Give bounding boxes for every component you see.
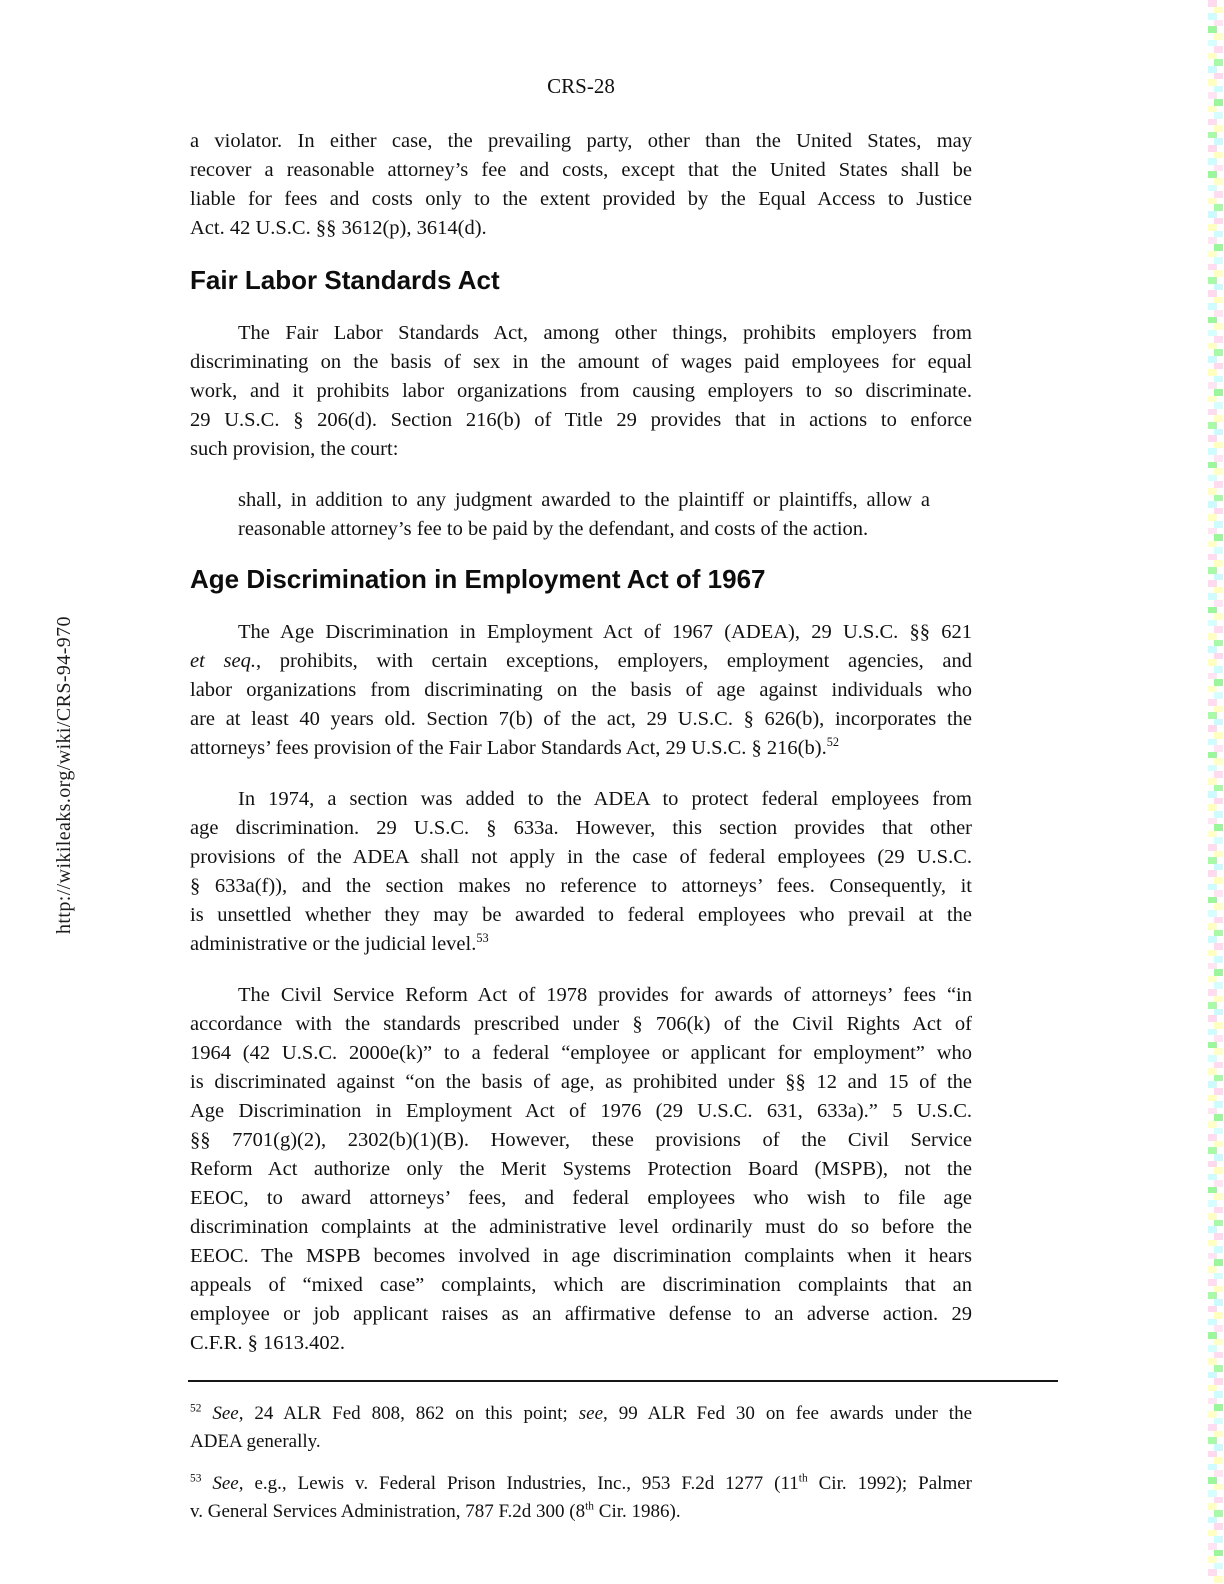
watermark-url: http://wikileaks.org/wiki/CRS-94-970 <box>53 616 75 934</box>
text-line: discrimination complaints at the administrative level ordinarily must do so before the <box>190 1216 972 1238</box>
paragraph-adea-1 <box>190 618 972 763</box>
text-line: The Civil Service Reform Act of 1978 provides for awards of attorneys’ fees “in <box>238 984 972 1006</box>
text-line: et seq., prohibits, with certain exceptions, employers, employment agencies, and <box>190 650 972 672</box>
heading-age-discrimination-act: Age Discrimination in Employment Act of 1967 <box>190 564 766 594</box>
text-line: shall, in addition to any judgment awarded to the plaintiff or plaintiffs, allow a <box>238 489 930 511</box>
paragraph-adea-2 <box>190 785 972 959</box>
text-line: Reform Act authorize only the Merit Systems Protection Board (MSPB), not the <box>190 1158 972 1180</box>
text-line: labor organizations from discriminating on the basis of age against individuals who <box>190 679 972 701</box>
text-line: Age Discrimination in Employment Act of 1976 (29 U.S.C. 631, 633a).” 5 U.S.C. <box>190 1100 972 1122</box>
text-line: liable for fees and costs only to the extent provided by the Equal Access to Justice <box>190 188 972 210</box>
text-line: The Age Discrimination in Employment Act of 1967 (ADEA), 29 U.S.C. §§ 621 <box>238 621 972 643</box>
text-line: v. General Services Administration, 787 F.2d 300 (8th Cir. 1986). <box>190 1500 681 1522</box>
text-line: 1964 (42 U.S.C. 2000e(k)” to a federal “employee or applicant for employment” who <box>190 1042 972 1064</box>
text-line: is unsettled whether they may be awarded to federal employees who prevail at the <box>190 904 972 926</box>
paragraph-intro <box>190 127 972 243</box>
text-line: 29 U.S.C. § 206(d). Section 216(b) of Title 29 provides that in actions to enforce <box>190 409 972 431</box>
text-line: is discriminated against “on the basis of age, as prohibited under §§ 12 and 15 of the <box>190 1071 972 1093</box>
block-quote <box>238 486 930 544</box>
text-line: Act. 42 U.S.C. §§ 3612(p), 3614(d). <box>190 217 487 239</box>
text-line: In 1974, a section was added to the ADEA to protect federal employees from <box>238 788 972 810</box>
text-line: attorneys’ fees provision of the Fair Labor Standards Act, 29 U.S.C. § 216(b).$^{52}$ <box>190 735 840 759</box>
text-line: accordance with the standards prescribed under § 706(k) of the Civil Rights Act of <box>190 1013 972 1035</box>
paragraph-adea-3 <box>190 981 972 1358</box>
footnote-52 <box>190 1400 972 1456</box>
edge-color-pattern <box>1206 0 1224 1584</box>
page-content <box>190 74 972 1540</box>
paragraph-flsa <box>190 319 972 464</box>
text-line: are at least 40 years old. Section 7(b) of the act, 29 U.S.C. § 626(b), incorporates the <box>190 708 972 730</box>
text-line: appeals of “mixed case” complaints, which are discrimination complaints that an <box>190 1274 972 1296</box>
page-number: CRS-28 <box>547 74 615 98</box>
text-line: ADEA generally. <box>190 1431 321 1452</box>
text-line: C.F.R. § 1613.402. <box>190 1332 345 1354</box>
text-line: a violator. In either case, the prevailing party, other than the United States, may <box>190 130 972 152</box>
heading-fair-labor-standards-act: Fair Labor Standards Act <box>190 265 500 295</box>
text-line: discriminating on the basis of sex in the amount of wages paid employees for equal <box>190 351 972 373</box>
footnote-53 <box>190 1470 972 1526</box>
footnote-separator <box>188 1380 1058 1382</box>
text-line: work, and it prohibits labor organizations from causing employers to so discriminate. <box>190 380 972 402</box>
footnotes-section <box>190 1380 972 1526</box>
text-line: recover a reasonable attorney’s fee and costs, except that the United States shall be <box>190 159 972 181</box>
text-line: § 633a(f)), and the section makes no reference to attorneys’ fees. Consequently, it <box>190 875 972 897</box>
text-line: EEOC. The MSPB becomes involved in age discrimination complaints when it hears <box>190 1245 972 1267</box>
text-line: reasonable attorney’s fee to be paid by the defendant, and costs of the action. <box>238 518 869 540</box>
text-line: such provision, the court: <box>190 438 399 460</box>
text-line: provisions of the ADEA shall not apply in the case of federal employees (29 U.S.C. <box>190 846 972 868</box>
text-line: EEOC, to award attorneys’ fees, and federal employees who wish to file age <box>190 1187 972 1209</box>
text-line: age discrimination. 29 U.S.C. § 633a. However, this section provides that other <box>190 817 972 839</box>
text-line: employee or job applicant raises as an affirmative defense to an adverse action. 29 <box>190 1303 972 1325</box>
text-line: The Fair Labor Standards Act, among other things, prohibits employers from <box>238 322 972 344</box>
text-line: §§ 7701(g)(2), 2302(b)(1)(B). However, these provisions of the Civil Service <box>190 1129 972 1151</box>
text-line: $^{53}$ See, e.g., Lewis v. Federal Prison Industries, Inc., 953 F.2d 1277 (11th Cir. 1992); Palmer <box>190 1472 972 1494</box>
text-line: $^{52}$ See, 24 ALR Fed 808, 862 on this point; see, 99 ALR Fed 30 on fee awards under the <box>190 1402 972 1424</box>
text-line: administrative or the judicial level.$^{53}$ <box>190 931 489 955</box>
